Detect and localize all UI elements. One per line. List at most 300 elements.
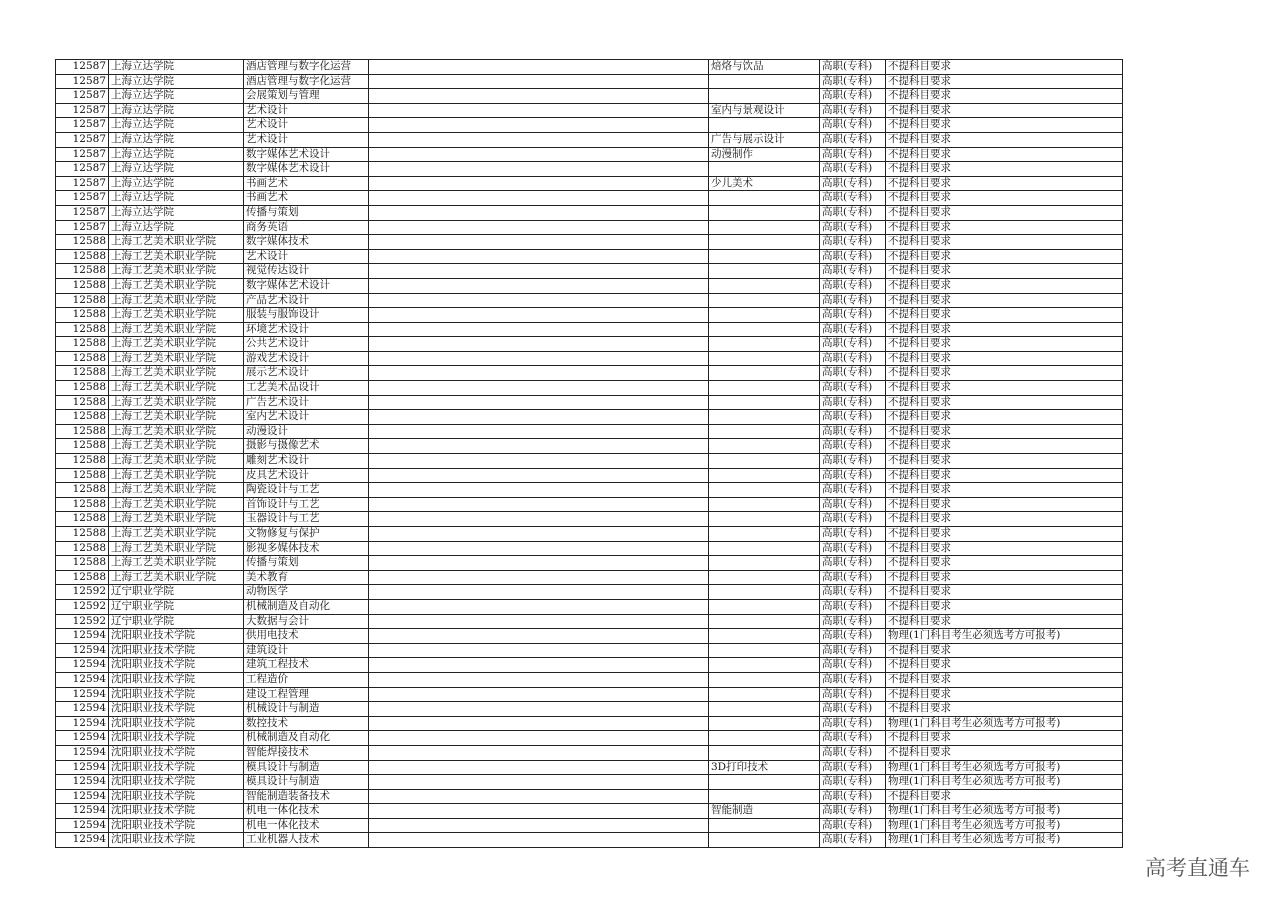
- table-body: [56, 60, 1123, 848]
- blank-cell: [369, 833, 709, 848]
- direction-cell: 3D打印技术: [709, 760, 820, 775]
- subject-requirement-cell: 物理(1门科目考生必须选考方可报考): [886, 804, 1123, 819]
- subject-requirement-cell: 不提科目要求: [886, 147, 1123, 162]
- school-name-cell: 上海工艺美术职业学院: [109, 337, 244, 352]
- blank-cell: [369, 599, 709, 614]
- direction-cell: [709, 556, 820, 571]
- direction-cell: [709, 410, 820, 425]
- subject-requirement-cell: 不提科目要求: [886, 483, 1123, 498]
- direction-cell: [709, 191, 820, 206]
- table-row: [56, 672, 1123, 687]
- school-code-cell: 12588: [56, 264, 109, 279]
- blank-cell: [369, 381, 709, 396]
- school-code-cell: 12588: [56, 483, 109, 498]
- blank-cell: [369, 556, 709, 571]
- school-name-cell: 沈阳职业技术学院: [109, 643, 244, 658]
- major-cell: 工程造价: [244, 672, 369, 687]
- blank-cell: [369, 74, 709, 89]
- school-name-cell: 上海工艺美术职业学院: [109, 351, 244, 366]
- direction-cell: [709, 322, 820, 337]
- direction-cell: [709, 629, 820, 644]
- table-row: [56, 366, 1123, 381]
- school-name-cell: 上海立达学院: [109, 162, 244, 177]
- direction-cell: [709, 658, 820, 673]
- level-cell: 高职(专科): [820, 381, 886, 396]
- subject-requirement-cell: 物理(1门科目考生必须选考方可报考): [886, 760, 1123, 775]
- subject-requirement-cell: 不提科目要求: [886, 235, 1123, 250]
- blank-cell: [369, 672, 709, 687]
- level-cell: 高职(专科): [820, 702, 886, 717]
- direction-cell: 少儿美术: [709, 176, 820, 191]
- level-cell: 高职(专科): [820, 775, 886, 790]
- school-name-cell: 辽宁职业学院: [109, 614, 244, 629]
- school-name-cell: 沈阳职业技术学院: [109, 789, 244, 804]
- subject-requirement-cell: 不提科目要求: [886, 351, 1123, 366]
- table-row: [56, 162, 1123, 177]
- school-name-cell: 沈阳职业技术学院: [109, 833, 244, 848]
- school-name-cell: 沈阳职业技术学院: [109, 731, 244, 746]
- level-cell: 高职(专科): [820, 716, 886, 731]
- subject-requirement-cell: 不提科目要求: [886, 599, 1123, 614]
- table-row: [56, 833, 1123, 848]
- major-cell: 机电一体化技术: [244, 804, 369, 819]
- major-cell: 广告艺术设计: [244, 395, 369, 410]
- direction-cell: [709, 278, 820, 293]
- subject-requirement-cell: 不提科目要求: [886, 264, 1123, 279]
- level-cell: 高职(专科): [820, 220, 886, 235]
- school-name-cell: 上海立达学院: [109, 191, 244, 206]
- table-row: [56, 381, 1123, 396]
- table-row: [56, 585, 1123, 600]
- direction-cell: [709, 381, 820, 396]
- major-cell: 游戏艺术设计: [244, 351, 369, 366]
- level-cell: 高职(专科): [820, 483, 886, 498]
- blank-cell: [369, 337, 709, 352]
- blank-cell: [369, 366, 709, 381]
- school-name-cell: 沈阳职业技术学院: [109, 629, 244, 644]
- school-code-cell: 12588: [56, 235, 109, 250]
- major-cell: 智能制造装备技术: [244, 789, 369, 804]
- direction-cell: [709, 818, 820, 833]
- blank-cell: [369, 249, 709, 264]
- level-cell: 高职(专科): [820, 468, 886, 483]
- school-code-cell: 12587: [56, 118, 109, 133]
- blank-cell: [369, 424, 709, 439]
- school-code-cell: 12592: [56, 614, 109, 629]
- direction-cell: [709, 775, 820, 790]
- level-cell: 高职(专科): [820, 74, 886, 89]
- subject-requirement-cell: 不提科目要求: [886, 278, 1123, 293]
- table-row: [56, 527, 1123, 542]
- watermark-text: 高考直通车: [1145, 856, 1250, 880]
- table-row: [56, 74, 1123, 89]
- school-code-cell: 12594: [56, 775, 109, 790]
- subject-requirement-cell: 不提科目要求: [886, 249, 1123, 264]
- school-code-cell: 12588: [56, 497, 109, 512]
- direction-cell: [709, 220, 820, 235]
- level-cell: 高职(专科): [820, 395, 886, 410]
- school-code-cell: 12588: [56, 293, 109, 308]
- subject-requirement-cell: 不提科目要求: [886, 541, 1123, 556]
- school-name-cell: 上海立达学院: [109, 60, 244, 75]
- direction-cell: [709, 337, 820, 352]
- major-cell: 环境艺术设计: [244, 322, 369, 337]
- direction-cell: [709, 614, 820, 629]
- table-row: [56, 264, 1123, 279]
- level-cell: 高职(专科): [820, 570, 886, 585]
- school-name-cell: 上海立达学院: [109, 74, 244, 89]
- direction-cell: [709, 702, 820, 717]
- school-code-cell: 12594: [56, 629, 109, 644]
- subject-requirement-cell: 不提科目要求: [886, 60, 1123, 75]
- subject-requirement-cell: 不提科目要求: [886, 556, 1123, 571]
- school-name-cell: 上海工艺美术职业学院: [109, 249, 244, 264]
- subject-requirement-cell: 不提科目要求: [886, 176, 1123, 191]
- table-row: [56, 614, 1123, 629]
- major-cell: 会展策划与管理: [244, 89, 369, 104]
- school-code-cell: 12587: [56, 74, 109, 89]
- subject-requirement-cell: 不提科目要求: [886, 687, 1123, 702]
- subject-requirement-cell: 物理(1门科目考生必须选考方可报考): [886, 716, 1123, 731]
- subject-requirement-cell: 不提科目要求: [886, 527, 1123, 542]
- major-cell: 数字媒体艺术设计: [244, 162, 369, 177]
- blank-cell: [369, 118, 709, 133]
- table-row: [56, 599, 1123, 614]
- table-row: [56, 731, 1123, 746]
- school-code-cell: 12594: [56, 672, 109, 687]
- level-cell: 高职(专科): [820, 132, 886, 147]
- blank-cell: [369, 147, 709, 162]
- major-cell: 皮具艺术设计: [244, 468, 369, 483]
- table-row: [56, 687, 1123, 702]
- blank-cell: [369, 497, 709, 512]
- level-cell: 高职(专科): [820, 366, 886, 381]
- table-row: [56, 556, 1123, 571]
- subject-requirement-cell: 不提科目要求: [886, 643, 1123, 658]
- direction-cell: [709, 395, 820, 410]
- major-cell: 机电一体化技术: [244, 818, 369, 833]
- direction-cell: [709, 351, 820, 366]
- level-cell: 高职(专科): [820, 249, 886, 264]
- table-row: [56, 658, 1123, 673]
- level-cell: 高职(专科): [820, 687, 886, 702]
- school-code-cell: 12588: [56, 541, 109, 556]
- level-cell: 高职(专科): [820, 804, 886, 819]
- direction-cell: [709, 439, 820, 454]
- level-cell: 高职(专科): [820, 527, 886, 542]
- level-cell: 高职(专科): [820, 147, 886, 162]
- school-name-cell: 沈阳职业技术学院: [109, 745, 244, 760]
- major-cell: 传播与策划: [244, 205, 369, 220]
- major-cell: 首饰设计与工艺: [244, 497, 369, 512]
- school-name-cell: 上海工艺美术职业学院: [109, 381, 244, 396]
- subject-requirement-cell: 不提科目要求: [886, 468, 1123, 483]
- school-name-cell: 上海工艺美术职业学院: [109, 439, 244, 454]
- level-cell: 高职(专科): [820, 745, 886, 760]
- direction-cell: [709, 308, 820, 323]
- subject-requirement-cell: 不提科目要求: [886, 789, 1123, 804]
- school-name-cell: 沈阳职业技术学院: [109, 818, 244, 833]
- school-code-cell: 12594: [56, 760, 109, 775]
- major-cell: 数字媒体技术: [244, 235, 369, 250]
- school-name-cell: 上海立达学院: [109, 89, 244, 104]
- table-row: [56, 410, 1123, 425]
- level-cell: 高职(专科): [820, 264, 886, 279]
- level-cell: 高职(专科): [820, 818, 886, 833]
- school-name-cell: 上海工艺美术职业学院: [109, 308, 244, 323]
- school-name-cell: 上海工艺美术职业学院: [109, 570, 244, 585]
- school-name-cell: 上海工艺美术职业学院: [109, 483, 244, 498]
- level-cell: 高职(专科): [820, 176, 886, 191]
- subject-requirement-cell: 不提科目要求: [886, 395, 1123, 410]
- school-name-cell: 上海工艺美术职业学院: [109, 556, 244, 571]
- level-cell: 高职(专科): [820, 322, 886, 337]
- blank-cell: [369, 512, 709, 527]
- school-code-cell: 12594: [56, 789, 109, 804]
- school-code-cell: 12594: [56, 643, 109, 658]
- table-row: [56, 118, 1123, 133]
- level-cell: 高职(专科): [820, 658, 886, 673]
- blank-cell: [369, 220, 709, 235]
- blank-cell: [369, 629, 709, 644]
- school-code-cell: 12587: [56, 132, 109, 147]
- direction-cell: [709, 249, 820, 264]
- major-cell: 玉器设计与工艺: [244, 512, 369, 527]
- school-name-cell: 上海立达学院: [109, 176, 244, 191]
- major-cell: 产品艺术设计: [244, 293, 369, 308]
- blank-cell: [369, 527, 709, 542]
- level-cell: 高职(专科): [820, 205, 886, 220]
- table-row: [56, 322, 1123, 337]
- level-cell: 高职(专科): [820, 118, 886, 133]
- direction-cell: [709, 468, 820, 483]
- school-name-cell: 上海立达学院: [109, 205, 244, 220]
- level-cell: 高职(专科): [820, 424, 886, 439]
- school-name-cell: 上海工艺美术职业学院: [109, 293, 244, 308]
- table-row: [56, 103, 1123, 118]
- school-code-cell: 12588: [56, 278, 109, 293]
- blank-cell: [369, 410, 709, 425]
- school-name-cell: 辽宁职业学院: [109, 599, 244, 614]
- subject-requirement-cell: 不提科目要求: [886, 337, 1123, 352]
- school-code-cell: 12594: [56, 745, 109, 760]
- school-code-cell: 12594: [56, 833, 109, 848]
- school-code-cell: 12588: [56, 308, 109, 323]
- school-name-cell: 辽宁职业学院: [109, 585, 244, 600]
- blank-cell: [369, 205, 709, 220]
- admission-table: [55, 59, 1123, 848]
- blank-cell: [369, 614, 709, 629]
- school-code-cell: 12587: [56, 191, 109, 206]
- subject-requirement-cell: 物理(1门科目考生必须选考方可报考): [886, 775, 1123, 790]
- school-name-cell: 沈阳职业技术学院: [109, 716, 244, 731]
- school-code-cell: 12592: [56, 599, 109, 614]
- subject-requirement-cell: 不提科目要求: [886, 103, 1123, 118]
- school-name-cell: 上海工艺美术职业学院: [109, 395, 244, 410]
- school-name-cell: 上海工艺美术职业学院: [109, 264, 244, 279]
- blank-cell: [369, 804, 709, 819]
- table-row: [56, 439, 1123, 454]
- blank-cell: [369, 468, 709, 483]
- school-name-cell: 上海工艺美术职业学院: [109, 366, 244, 381]
- blank-cell: [369, 89, 709, 104]
- school-name-cell: 上海立达学院: [109, 103, 244, 118]
- table-row: [56, 483, 1123, 498]
- major-cell: 模具设计与制造: [244, 760, 369, 775]
- table-row: [56, 468, 1123, 483]
- direction-cell: [709, 424, 820, 439]
- level-cell: 高职(专科): [820, 162, 886, 177]
- level-cell: 高职(专科): [820, 599, 886, 614]
- blank-cell: [369, 658, 709, 673]
- school-code-cell: 12587: [56, 220, 109, 235]
- direction-cell: [709, 745, 820, 760]
- major-cell: 雕刻艺术设计: [244, 454, 369, 469]
- blank-cell: [369, 585, 709, 600]
- level-cell: 高职(专科): [820, 439, 886, 454]
- school-name-cell: 上海工艺美术职业学院: [109, 322, 244, 337]
- table-row: [56, 351, 1123, 366]
- subject-requirement-cell: 不提科目要求: [886, 89, 1123, 104]
- school-name-cell: 上海工艺美术职业学院: [109, 512, 244, 527]
- level-cell: 高职(专科): [820, 629, 886, 644]
- subject-requirement-cell: 不提科目要求: [886, 322, 1123, 337]
- level-cell: 高职(专科): [820, 512, 886, 527]
- table-row: [56, 337, 1123, 352]
- blank-cell: [369, 60, 709, 75]
- blank-cell: [369, 483, 709, 498]
- level-cell: 高职(专科): [820, 541, 886, 556]
- direction-cell: [709, 672, 820, 687]
- school-code-cell: 12588: [56, 322, 109, 337]
- blank-cell: [369, 687, 709, 702]
- major-cell: 机械制造及自动化: [244, 731, 369, 746]
- subject-requirement-cell: 不提科目要求: [886, 162, 1123, 177]
- level-cell: 高职(专科): [820, 556, 886, 571]
- subject-requirement-cell: 不提科目要求: [886, 672, 1123, 687]
- level-cell: 高职(专科): [820, 454, 886, 469]
- table-row: [56, 220, 1123, 235]
- subject-requirement-cell: 不提科目要求: [886, 410, 1123, 425]
- school-code-cell: 12588: [56, 249, 109, 264]
- direction-cell: [709, 687, 820, 702]
- direction-cell: [709, 89, 820, 104]
- subject-requirement-cell: 不提科目要求: [886, 585, 1123, 600]
- major-cell: 数控技术: [244, 716, 369, 731]
- blank-cell: [369, 760, 709, 775]
- school-name-cell: 上海工艺美术职业学院: [109, 541, 244, 556]
- blank-cell: [369, 103, 709, 118]
- level-cell: 高职(专科): [820, 833, 886, 848]
- direction-cell: [709, 585, 820, 600]
- table-row: [56, 235, 1123, 250]
- direction-cell: [709, 643, 820, 658]
- table-row: [56, 395, 1123, 410]
- blank-cell: [369, 439, 709, 454]
- blank-cell: [369, 351, 709, 366]
- subject-requirement-cell: 不提科目要求: [886, 731, 1123, 746]
- major-cell: 工艺美术品设计: [244, 381, 369, 396]
- major-cell: 摄影与摄像艺术: [244, 439, 369, 454]
- subject-requirement-cell: 不提科目要求: [886, 132, 1123, 147]
- level-cell: 高职(专科): [820, 731, 886, 746]
- school-code-cell: 12588: [56, 468, 109, 483]
- direction-cell: [709, 527, 820, 542]
- school-code-cell: 12592: [56, 585, 109, 600]
- blank-cell: [369, 176, 709, 191]
- school-name-cell: 上海工艺美术职业学院: [109, 468, 244, 483]
- major-cell: 服装与服饰设计: [244, 308, 369, 323]
- school-code-cell: 12588: [56, 512, 109, 527]
- school-code-cell: 12594: [56, 804, 109, 819]
- school-name-cell: 上海立达学院: [109, 147, 244, 162]
- blank-cell: [369, 293, 709, 308]
- major-cell: 动物医学: [244, 585, 369, 600]
- subject-requirement-cell: 不提科目要求: [886, 293, 1123, 308]
- school-name-cell: 上海工艺美术职业学院: [109, 497, 244, 512]
- table-row: [56, 89, 1123, 104]
- school-name-cell: 沈阳职业技术学院: [109, 672, 244, 687]
- level-cell: 高职(专科): [820, 337, 886, 352]
- blank-cell: [369, 235, 709, 250]
- major-cell: 艺术设计: [244, 103, 369, 118]
- subject-requirement-cell: 物理(1门科目考生必须选考方可报考): [886, 818, 1123, 833]
- school-code-cell: 12587: [56, 162, 109, 177]
- major-cell: 酒店管理与数字化运营: [244, 74, 369, 89]
- blank-cell: [369, 702, 709, 717]
- direction-cell: [709, 497, 820, 512]
- direction-cell: [709, 541, 820, 556]
- school-code-cell: 12594: [56, 687, 109, 702]
- major-cell: 大数据与会计: [244, 614, 369, 629]
- level-cell: 高职(专科): [820, 60, 886, 75]
- level-cell: 高职(专科): [820, 89, 886, 104]
- direction-cell: [709, 366, 820, 381]
- school-name-cell: 上海立达学院: [109, 220, 244, 235]
- direction-cell: [709, 205, 820, 220]
- level-cell: 高职(专科): [820, 614, 886, 629]
- table-row: [56, 775, 1123, 790]
- blank-cell: [369, 264, 709, 279]
- major-cell: 智能焊接技术: [244, 745, 369, 760]
- school-code-cell: 12588: [56, 570, 109, 585]
- major-cell: 展示艺术设计: [244, 366, 369, 381]
- subject-requirement-cell: 物理(1门科目考生必须选考方可报考): [886, 833, 1123, 848]
- major-cell: 艺术设计: [244, 249, 369, 264]
- direction-cell: [709, 789, 820, 804]
- school-code-cell: 12588: [56, 439, 109, 454]
- direction-cell: [709, 118, 820, 133]
- level-cell: 高职(专科): [820, 672, 886, 687]
- table-row: [56, 789, 1123, 804]
- subject-requirement-cell: 不提科目要求: [886, 366, 1123, 381]
- table-row: [56, 249, 1123, 264]
- school-code-cell: 12588: [56, 527, 109, 542]
- direction-cell: [709, 483, 820, 498]
- blank-cell: [369, 395, 709, 410]
- school-code-cell: 12594: [56, 731, 109, 746]
- major-cell: 书画艺术: [244, 191, 369, 206]
- table-row: [56, 716, 1123, 731]
- school-name-cell: 沈阳职业技术学院: [109, 804, 244, 819]
- direction-cell: 智能制造: [709, 804, 820, 819]
- subject-requirement-cell: 不提科目要求: [886, 118, 1123, 133]
- table-row: [56, 541, 1123, 556]
- table-row: [56, 454, 1123, 469]
- blank-cell: [369, 775, 709, 790]
- level-cell: 高职(专科): [820, 308, 886, 323]
- major-cell: 陶瓷设计与工艺: [244, 483, 369, 498]
